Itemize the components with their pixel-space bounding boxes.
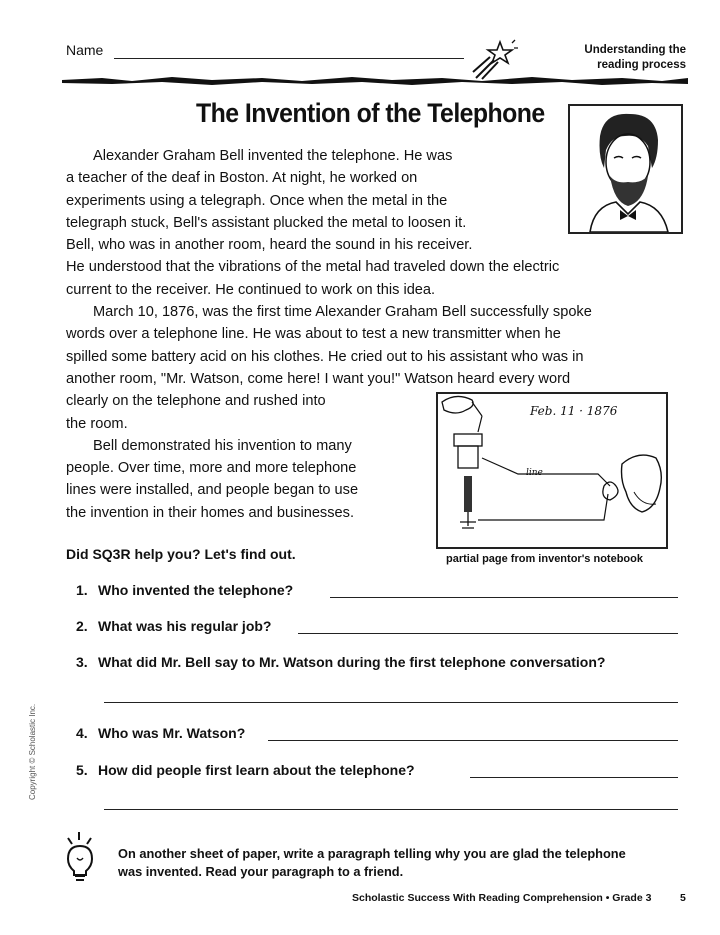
name-label: Name <box>66 42 104 58</box>
question-text: Who invented the telephone? <box>98 582 294 598</box>
answer-line-3[interactable] <box>104 702 678 703</box>
torn-paper-divider <box>62 72 688 86</box>
passage-line: the room. <box>66 415 128 432</box>
activity-line2: was invented. Read your paragraph to a friend. <box>118 864 404 879</box>
notebook-sketch-image <box>436 392 668 549</box>
question-number: 2. <box>76 618 88 634</box>
question-5 <box>76 762 415 778</box>
copyright-notice: Copyright © Scholastic Inc. <box>28 703 37 800</box>
passage-line: words over a telephone line. He was about to test a new transmitter when he <box>66 326 561 343</box>
question-4 <box>76 725 245 741</box>
answer-line-5b[interactable] <box>104 809 678 810</box>
question-2 <box>76 618 271 634</box>
activity-instructions <box>118 845 626 881</box>
section-label-line1: Understanding the <box>584 44 686 56</box>
answer-line-4[interactable] <box>268 740 678 741</box>
passage-line: clearly on the telephone and rushed into <box>66 393 326 410</box>
question-text: What did Mr. Bell say to Mr. Watson during the first telephone conversation? <box>98 654 606 670</box>
quiz-prompt: Did SQ3R help you? Let's find out. <box>66 546 296 562</box>
footer-book-title: Scholastic Success With Reading Comprehension • Grade 3 <box>352 892 652 904</box>
lightbulb-icon <box>62 830 98 882</box>
notebook-date: Feb. 11 · 1876 <box>530 404 618 418</box>
passage-line: He understood that the vibrations of the metal had traveled down the electric <box>66 259 560 276</box>
activity-line1: On another sheet of paper, write a paragraph telling why you are glad the telephone <box>118 846 626 861</box>
passage-line: telegraph stuck, Bell's assistant plucked the metal to loosen it. <box>66 214 467 231</box>
notebook-line-label: line <box>526 468 543 478</box>
passage-line: lines were installed, and people began to use <box>66 482 359 499</box>
passage-line: the invention in their homes and businesses. <box>66 504 354 521</box>
section-label <box>584 43 686 73</box>
question-number: 5. <box>76 762 88 778</box>
passage-line: Bell demonstrated his invention to many <box>93 437 352 454</box>
passage-line: Bell, who was in another room, heard the sound in his receiver. <box>66 237 473 254</box>
question-text: What was his regular job? <box>98 618 272 634</box>
answer-line-1[interactable] <box>330 597 678 598</box>
passage-line: current to the receiver. He continued to work on this idea. <box>66 281 436 298</box>
question-1 <box>76 582 293 598</box>
name-field-line[interactable] <box>114 58 464 59</box>
question-text: How did people first learn about the telephone? <box>98 762 415 778</box>
passage-line: people. Over time, more and more telephone <box>66 460 357 477</box>
passage-line: March 10, 1876, was the first time Alexander Graham Bell successfully spoke <box>93 304 592 321</box>
page-number: 5 <box>680 892 686 904</box>
question-number: 1. <box>76 582 88 598</box>
question-number: 4. <box>76 725 88 741</box>
passage-line: Alexander Graham Bell invented the telephone. He was <box>93 148 453 164</box>
answer-line-5[interactable] <box>470 777 678 778</box>
notebook-caption: partial page from inventor's notebook <box>446 553 643 565</box>
passage-line: spilled some battery acid on his clothes. He cried out to his assistant who was in <box>66 348 584 365</box>
passage-line: another room, "Mr. Watson, come here! I want you!" Watson heard every word <box>66 370 571 387</box>
section-label-line2: reading process <box>597 59 686 71</box>
passage-line: a teacher of the deaf in Boston. At night, he worked on <box>66 170 418 187</box>
passage-line: experiments using a telegraph. Once when the metal in the <box>66 192 448 209</box>
page-title: The Invention of the Telephone <box>196 98 545 128</box>
question-text: Who was Mr. Watson? <box>98 725 246 741</box>
question-number: 3. <box>76 654 88 670</box>
question-3 <box>76 654 605 670</box>
answer-line-2[interactable] <box>298 633 678 634</box>
